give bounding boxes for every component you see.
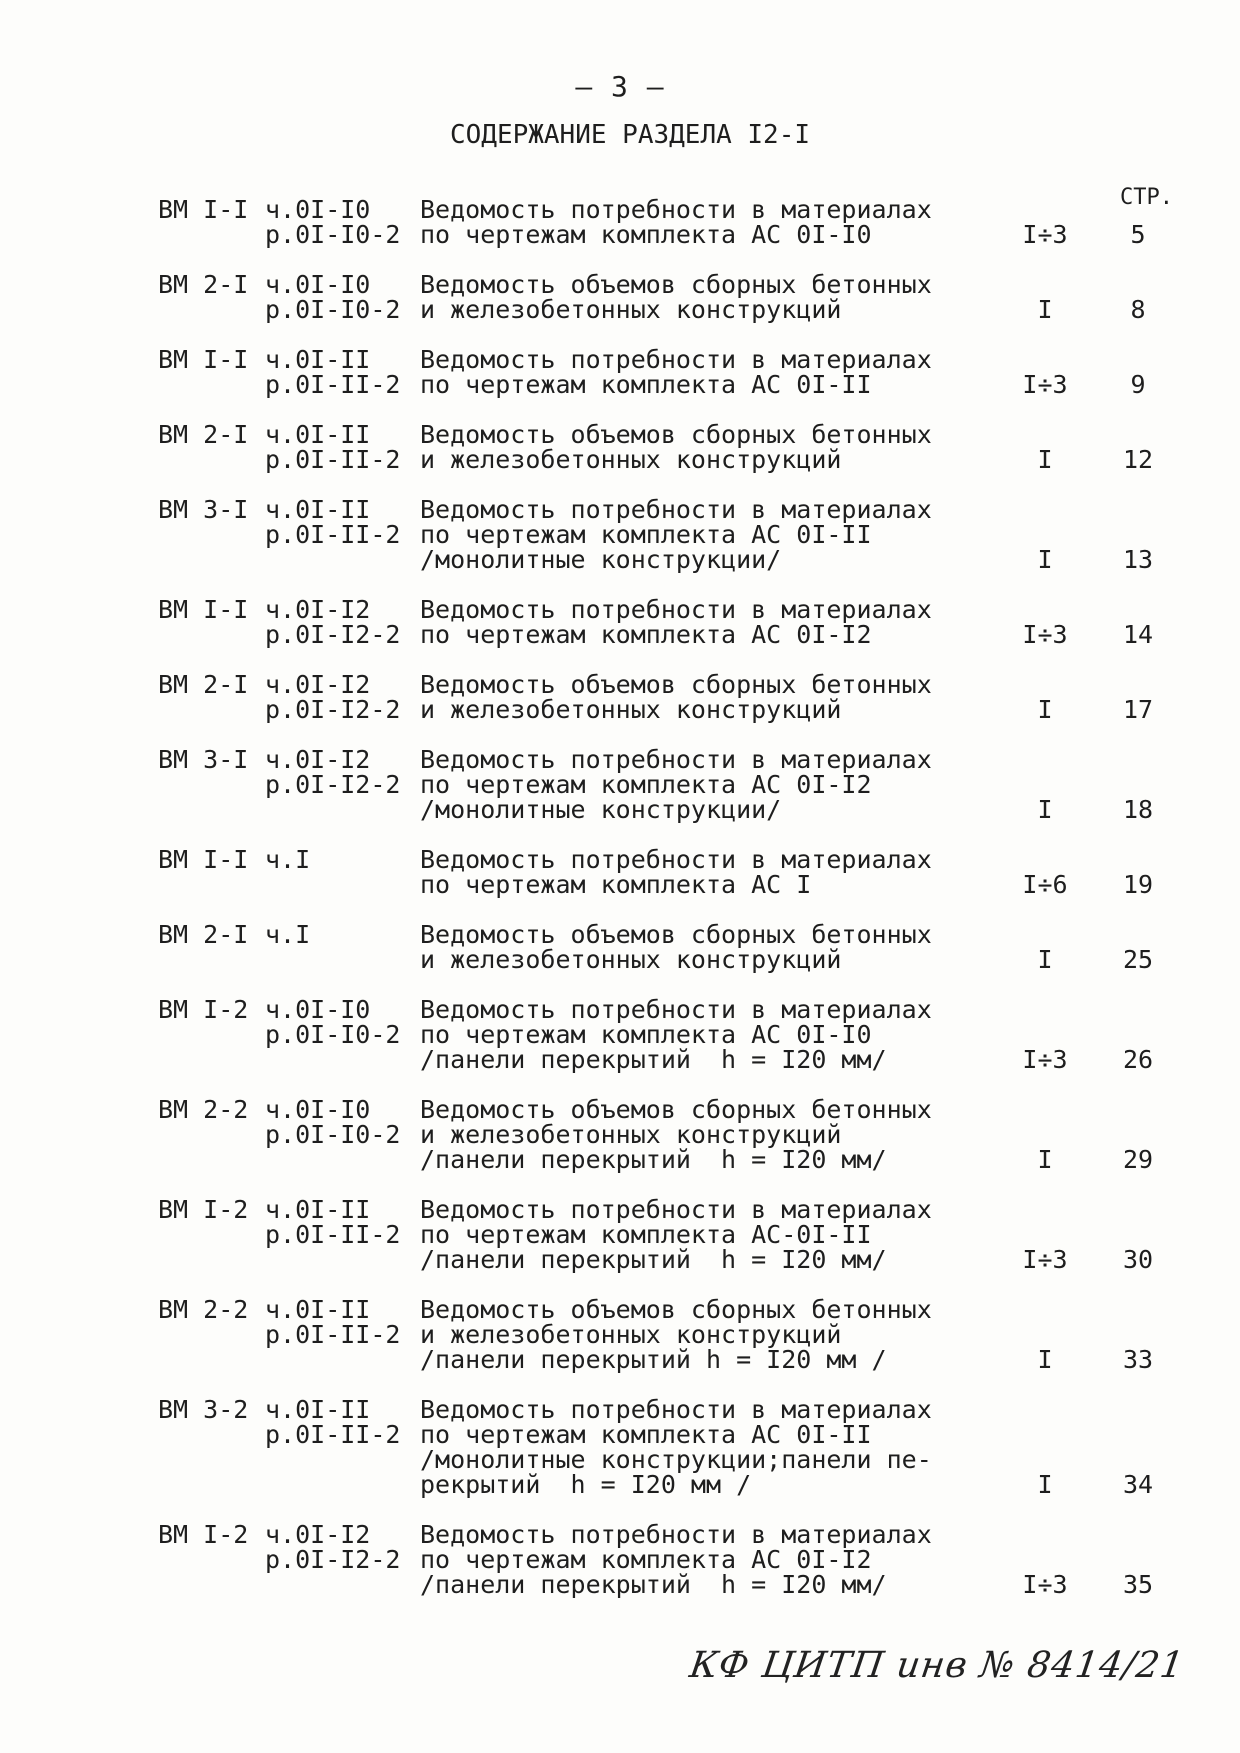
entry-section: р.0I-I0-2 — [265, 1120, 401, 1149]
description-line: по чертежам комплекта АС 0I-I2 — [420, 1545, 872, 1574]
entry-part: ч.0I-I0 — [265, 270, 371, 299]
description-line: Ведомость потребности в материалах — [420, 995, 932, 1024]
entry-section: р.0I-I0-2 — [265, 295, 401, 324]
description-line: по чертежам комплекта АС 0I-I2 — [420, 620, 872, 649]
page-column-header: СТР. — [1120, 185, 1173, 210]
entry-part: ч.I — [265, 920, 311, 949]
entry-page-number: 30 — [1122, 1245, 1154, 1274]
entry-part: ч.0I-II — [265, 495, 371, 524]
entry-description — [420, 1522, 960, 1597]
entry-part: ч.0I-I0 — [265, 995, 371, 1024]
entry-code: ВМ 2-2 — [158, 1095, 249, 1124]
entry-section: р.0I-II-2 — [265, 1320, 401, 1349]
entry-description — [420, 497, 960, 572]
contents-entry — [0, 922, 1240, 972]
entry-part: ч.0I-I2 — [265, 595, 371, 624]
entry-part: ч.I — [265, 845, 311, 874]
entry-sheets: I — [1037, 1145, 1053, 1174]
entry-sheets: I÷3 — [1022, 1570, 1068, 1599]
entry-section: р.0I-I2-2 — [265, 620, 401, 649]
entry-code: ВМ I-I — [158, 195, 249, 224]
entry-code: ВМ 2-I — [158, 670, 249, 699]
description-line: Ведомость потребности в материалах — [420, 1195, 932, 1224]
description-line: и железобетонных конструкций — [420, 945, 842, 974]
inventory-stamp: КФ ЦИТП инв № 8414/21 — [687, 1645, 1188, 1686]
entry-page-number: 8 — [1130, 295, 1146, 324]
description-line: Ведомость объемов сборных бетонных — [420, 1095, 932, 1124]
entry-description — [420, 847, 960, 897]
contents-entry — [0, 747, 1240, 822]
entry-page-number: 33 — [1122, 1345, 1154, 1374]
description-line: /монолитные конструкции;панели пе- — [420, 1445, 932, 1474]
entry-description — [420, 272, 960, 322]
entry-section: р.0I-I2-2 — [265, 1545, 401, 1574]
entry-page-number: 13 — [1122, 545, 1154, 574]
entry-page-number: 25 — [1122, 945, 1154, 974]
page-number: — 3 — — [575, 70, 665, 103]
description-line: /панели перекрытий h = I20 мм / — [420, 1345, 887, 1374]
description-line: /монолитные конструкции/ — [420, 545, 782, 574]
description-line: Ведомость объемов сборных бетонных — [420, 270, 932, 299]
entry-part: ч.0I-I0 — [265, 195, 371, 224]
contents-entry — [0, 597, 1240, 647]
description-line: по чертежам комплекта АС 0I-I2 — [420, 770, 872, 799]
entry-code: ВМ I-I — [158, 595, 249, 624]
entry-section: р.0I-I0-2 — [265, 1020, 401, 1049]
description-line: Ведомость потребности в материалах — [420, 495, 932, 524]
entry-page-number: 14 — [1122, 620, 1154, 649]
description-line: /панели перекрытий h = I20 мм/ — [420, 1245, 887, 1274]
entry-description — [420, 1197, 960, 1272]
contents-entry — [0, 997, 1240, 1072]
entry-code: ВМ I-2 — [158, 1520, 249, 1549]
entry-description — [420, 347, 960, 397]
contents-entry — [0, 1097, 1240, 1172]
description-line: Ведомость объемов сборных бетонных — [420, 1295, 932, 1324]
entry-section: р.0I-I2-2 — [265, 770, 401, 799]
description-line: по чертежам комплекта АС 0I-II — [420, 520, 872, 549]
contents-entry — [0, 1197, 1240, 1272]
entry-description — [420, 747, 960, 822]
entry-section: р.0I-II-2 — [265, 1420, 401, 1449]
entry-sheets: I — [1037, 695, 1053, 724]
entry-page-number: 35 — [1122, 1570, 1154, 1599]
entry-sheets: I — [1037, 1345, 1053, 1374]
description-line: Ведомость потребности в материалах — [420, 1520, 932, 1549]
entry-description — [420, 197, 960, 247]
entry-page-number: 17 — [1122, 695, 1154, 724]
entry-code: ВМ 2-I — [158, 270, 249, 299]
entry-sheets: I — [1037, 795, 1053, 824]
entry-description — [420, 422, 960, 472]
entry-page-number: 19 — [1122, 870, 1154, 899]
entry-part: ч.0I-II — [265, 1395, 371, 1424]
entry-page-number: 12 — [1122, 445, 1154, 474]
entry-sheets: I÷3 — [1022, 220, 1068, 249]
entry-part: ч.0I-II — [265, 1195, 371, 1224]
contents-entry — [0, 422, 1240, 472]
section-title: СОДЕРЖАНИЕ РАЗДЕЛА I2-I — [449, 120, 811, 150]
description-line: Ведомость потребности в материалах — [420, 595, 932, 624]
entry-section: р.0I-II-2 — [265, 1220, 401, 1249]
entry-section: р.0I-II-2 — [265, 445, 401, 474]
entry-part: ч.0I-I2 — [265, 745, 371, 774]
description-line: по чертежам комплекта АС-0I-II — [420, 1220, 872, 1249]
entry-part: ч.0I-II — [265, 1295, 371, 1324]
entry-description — [420, 1397, 960, 1497]
description-line: и железобетонных конструкций — [420, 1320, 842, 1349]
entry-page-number: 9 — [1130, 370, 1146, 399]
entry-description — [420, 597, 960, 647]
entry-page-number: 26 — [1122, 1045, 1154, 1074]
entry-code: ВМ I-I — [158, 845, 249, 874]
entry-sheets: I÷3 — [1022, 620, 1068, 649]
entry-sheets: I — [1037, 945, 1053, 974]
entry-description — [420, 1297, 960, 1372]
contents-entry — [0, 847, 1240, 897]
entry-sheets: I÷3 — [1022, 1045, 1068, 1074]
entry-section: р.0I-I2-2 — [265, 695, 401, 724]
entry-sheets: I — [1037, 545, 1053, 574]
entry-part: ч.0I-I2 — [265, 1520, 371, 1549]
description-line: /панели перекрытий h = I20 мм/ — [420, 1145, 887, 1174]
description-line: и железобетонных конструкций — [420, 1120, 842, 1149]
description-line: и железобетонных конструкций — [420, 445, 842, 474]
contents-entry — [0, 672, 1240, 722]
description-line: /панели перекрытий h = I20 мм/ — [420, 1045, 887, 1074]
contents-entry — [0, 1297, 1240, 1372]
description-line: Ведомость потребности в материалах — [420, 345, 932, 374]
description-line: Ведомость объемов сборных бетонных — [420, 920, 932, 949]
entry-sheets: I — [1037, 1470, 1053, 1499]
entry-part: ч.0I-I2 — [265, 670, 371, 699]
description-line: по чертежам комплекта АС I — [420, 870, 812, 899]
contents-entry — [0, 347, 1240, 397]
entry-page-number: 5 — [1130, 220, 1146, 249]
entry-sheets: I÷6 — [1022, 870, 1068, 899]
description-line: Ведомость потребности в материалах — [420, 195, 932, 224]
entry-sheets: I — [1037, 295, 1053, 324]
contents-entry — [0, 497, 1240, 572]
description-line: по чертежам комплекта АС 0I-II — [420, 370, 872, 399]
description-line: Ведомость потребности в материалах — [420, 845, 932, 874]
entry-code: ВМ I-2 — [158, 1195, 249, 1224]
entry-section: р.0I-II-2 — [265, 520, 401, 549]
description-line: по чертежам комплекта АС 0I-I0 — [420, 1020, 872, 1049]
entry-page-number: 34 — [1122, 1470, 1154, 1499]
contents-entry — [0, 1522, 1240, 1597]
entry-part: ч.0I-II — [265, 420, 371, 449]
contents-entry — [0, 272, 1240, 322]
contents-entry — [0, 1397, 1240, 1497]
entry-code: ВМ 2-2 — [158, 1295, 249, 1324]
entry-sheets: I — [1037, 445, 1053, 474]
description-line: рекрытий h = I20 мм / — [420, 1470, 752, 1499]
entry-code: ВМ 3-2 — [158, 1395, 249, 1424]
entry-section: р.0I-II-2 — [265, 370, 401, 399]
entry-page-number: 18 — [1122, 795, 1154, 824]
description-line: /монолитные конструкции/ — [420, 795, 782, 824]
entry-sheets: I÷3 — [1022, 1245, 1068, 1274]
entry-code: ВМ 2-I — [158, 420, 249, 449]
description-line: и железобетонных конструкций — [420, 695, 842, 724]
description-line: Ведомость потребности в материалах — [420, 1395, 932, 1424]
description-line: по чертежам комплекта АС 0I-I0 — [420, 220, 872, 249]
description-line: Ведомость объемов сборных бетонных — [420, 420, 932, 449]
entry-code: ВМ 3-I — [158, 495, 249, 524]
entry-code: ВМ 3-I — [158, 745, 249, 774]
entry-description — [420, 672, 960, 722]
contents-entry — [0, 197, 1240, 247]
entry-description — [420, 997, 960, 1072]
entry-description — [420, 1097, 960, 1172]
description-line: Ведомость потребности в материалах — [420, 745, 932, 774]
entry-code: ВМ I-I — [158, 345, 249, 374]
entry-page-number: 29 — [1122, 1145, 1154, 1174]
description-line: по чертежам комплекта АС 0I-II — [420, 1420, 872, 1449]
entry-sheets: I÷3 — [1022, 370, 1068, 399]
description-line: /панели перекрытий h = I20 мм/ — [420, 1570, 887, 1599]
entry-description — [420, 922, 960, 972]
entry-section: р.0I-I0-2 — [265, 220, 401, 249]
entry-part: ч.0I-I0 — [265, 1095, 371, 1124]
entry-code: ВМ I-2 — [158, 995, 249, 1024]
entry-code: ВМ 2-I — [158, 920, 249, 949]
description-line: и железобетонных конструкций — [420, 295, 842, 324]
entry-part: ч.0I-II — [265, 345, 371, 374]
description-line: Ведомость объемов сборных бетонных — [420, 670, 932, 699]
